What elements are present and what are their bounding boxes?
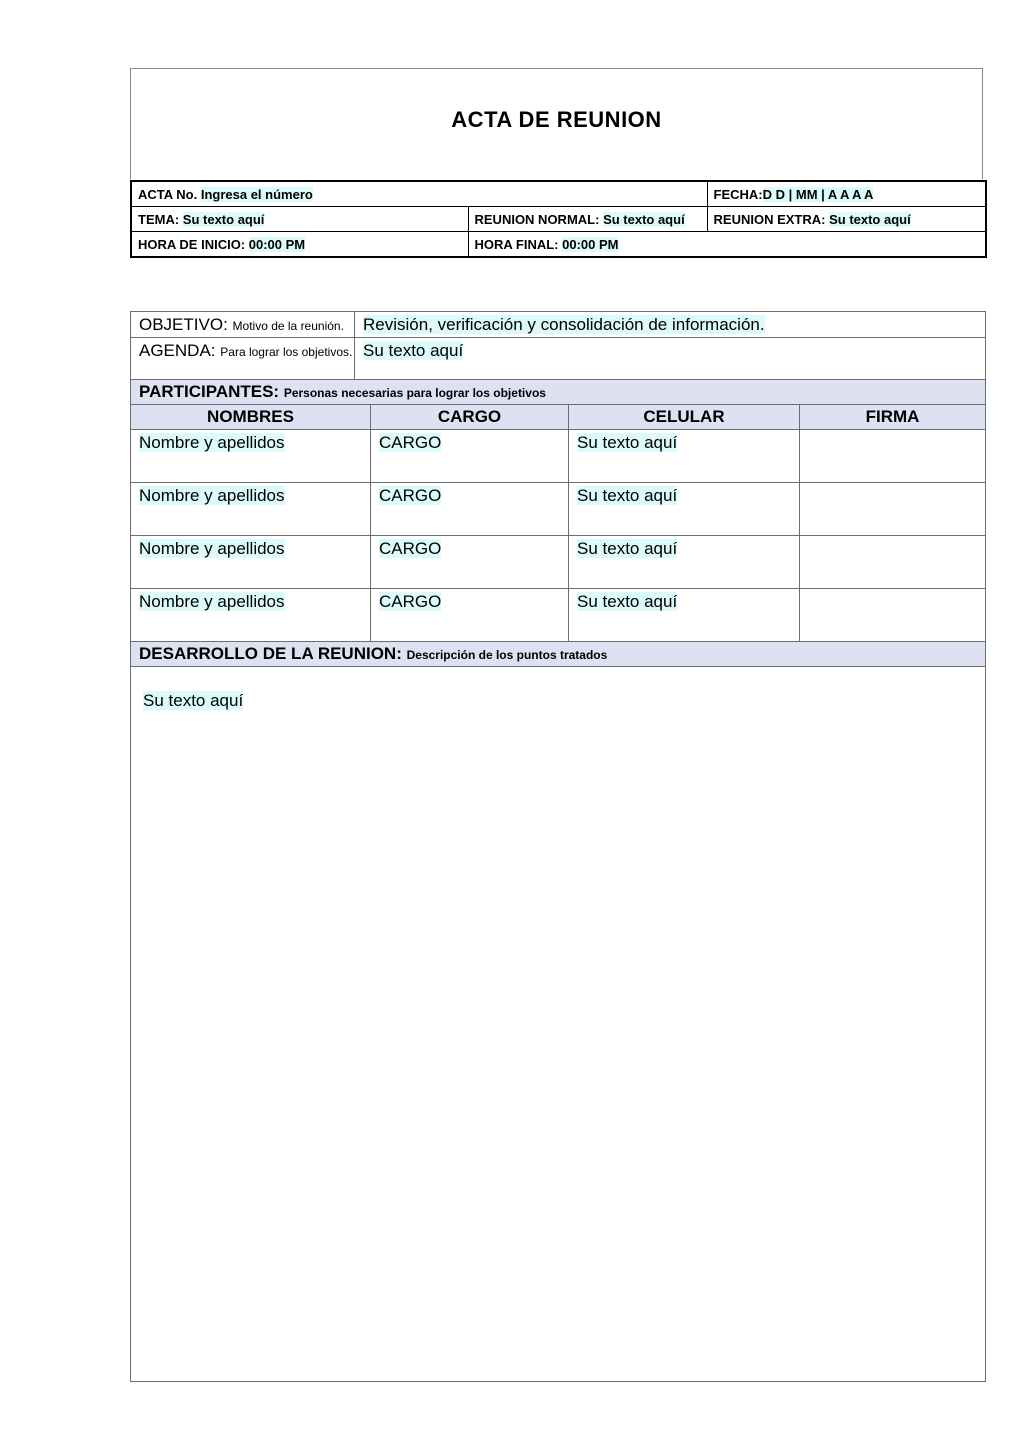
fecha-label: FECHA:: [713, 186, 763, 202]
participant-celular[interactable]: Su texto aquí: [577, 592, 678, 611]
hora-inicio-cell[interactable]: [131, 232, 468, 258]
participant-row: [131, 536, 986, 589]
agenda-hint: Para lograr los objetivos.: [220, 345, 353, 359]
document-title: ACTA DE REUNION: [451, 107, 662, 132]
objetivo-hint: Motivo de la reunión.: [232, 318, 344, 333]
participant-nombre[interactable]: Nombre y apellidos: [139, 539, 285, 558]
hora-final-label: HORA FINAL:: [474, 236, 559, 252]
objetivo-label: OBJETIVO:: [139, 314, 228, 334]
desarrollo-content-cell[interactable]: [131, 667, 986, 1382]
participantes-header: [131, 380, 986, 405]
participant-nombre-cell[interactable]: [131, 430, 371, 483]
participant-nombre-cell[interactable]: [131, 536, 371, 589]
participant-celular-cell[interactable]: [569, 430, 800, 483]
hora-inicio-value[interactable]: 00:00 PM: [248, 236, 306, 252]
participant-firma-cell[interactable]: [800, 589, 986, 642]
participant-row: [131, 483, 986, 536]
document-header: [130, 68, 983, 179]
participant-cargo-cell[interactable]: [371, 536, 569, 589]
column-header-cargo: CARGO: [371, 405, 569, 430]
meeting-info-table: [130, 180, 987, 258]
desarrollo-hint: Descripción de los puntos tratados: [406, 648, 608, 662]
participant-firma-cell[interactable]: [800, 536, 986, 589]
tema-label: TEMA:: [138, 211, 180, 227]
participant-row: [131, 589, 986, 642]
participant-celular-cell[interactable]: [569, 589, 800, 642]
participant-celular-cell[interactable]: [569, 536, 800, 589]
desarrollo-header: [131, 642, 986, 667]
participant-cargo-cell[interactable]: [371, 589, 569, 642]
participant-cargo[interactable]: CARGO: [379, 592, 442, 611]
participant-celular[interactable]: Su texto aquí: [577, 486, 678, 505]
column-header-firma: FIRMA: [800, 405, 986, 430]
column-header-celular: CELULAR: [569, 405, 800, 430]
participantes-label: PARTICIPANTES:: [139, 382, 280, 401]
reunion-normal-value[interactable]: Su texto aquí: [603, 211, 685, 227]
agenda-value[interactable]: Su texto aquí: [363, 341, 464, 360]
participant-firma-cell[interactable]: [800, 483, 986, 536]
meeting-details-table: [130, 311, 986, 1382]
acta-number-cell[interactable]: [131, 181, 707, 207]
participant-cargo-cell[interactable]: [371, 430, 569, 483]
participant-nombre-cell[interactable]: [131, 589, 371, 642]
fecha-value[interactable]: D D | MM | A A A A: [762, 186, 874, 202]
agenda-label: AGENDA:: [139, 341, 216, 360]
desarrollo-value[interactable]: Su texto aquí: [143, 691, 244, 710]
acta-number-value[interactable]: Ingresa el número: [200, 186, 313, 202]
objetivo-value[interactable]: Revisión, verificación y consolidación de información.: [363, 314, 765, 334]
reunion-normal-cell[interactable]: [468, 207, 707, 232]
participant-row: [131, 430, 986, 483]
objetivo-value-cell[interactable]: [355, 312, 986, 338]
reunion-extra-value[interactable]: Su texto aquí: [829, 211, 911, 227]
participant-cargo-cell[interactable]: [371, 483, 569, 536]
participant-firma-cell[interactable]: [800, 430, 986, 483]
participant-nombre[interactable]: Nombre y apellidos: [139, 592, 285, 611]
participant-celular-cell[interactable]: [569, 483, 800, 536]
reunion-extra-cell[interactable]: [707, 207, 986, 232]
participant-cargo[interactable]: CARGO: [379, 486, 442, 505]
participant-cargo[interactable]: CARGO: [379, 539, 442, 558]
participant-celular[interactable]: Su texto aquí: [577, 539, 678, 558]
fecha-cell[interactable]: [707, 181, 986, 207]
participant-nombre-cell[interactable]: [131, 483, 371, 536]
reunion-normal-label: REUNION NORMAL:: [474, 211, 600, 227]
hora-inicio-label: HORA DE INICIO:: [138, 236, 246, 252]
participant-celular[interactable]: Su texto aquí: [577, 433, 678, 452]
participantes-hint: Personas necesarias para lograr los objetivos: [283, 386, 546, 400]
agenda-value-cell[interactable]: [355, 338, 986, 380]
tema-cell[interactable]: [131, 207, 468, 232]
agenda-label-cell: [131, 338, 355, 380]
participant-nombre[interactable]: Nombre y apellidos: [139, 433, 285, 452]
hora-final-cell[interactable]: [468, 232, 986, 258]
desarrollo-label: DESARROLLO DE LA REUNION:: [139, 644, 402, 663]
tema-value[interactable]: Su texto aquí: [182, 211, 265, 227]
objetivo-label-cell: [131, 312, 355, 338]
participant-cargo[interactable]: CARGO: [379, 433, 442, 452]
participant-nombre[interactable]: Nombre y apellidos: [139, 486, 285, 505]
hora-final-value[interactable]: 00:00 PM: [562, 236, 619, 252]
reunion-extra-label: REUNION EXTRA:: [713, 211, 826, 227]
column-header-nombres: NOMBRES: [131, 405, 371, 430]
acta-number-label: ACTA No.: [138, 186, 198, 202]
